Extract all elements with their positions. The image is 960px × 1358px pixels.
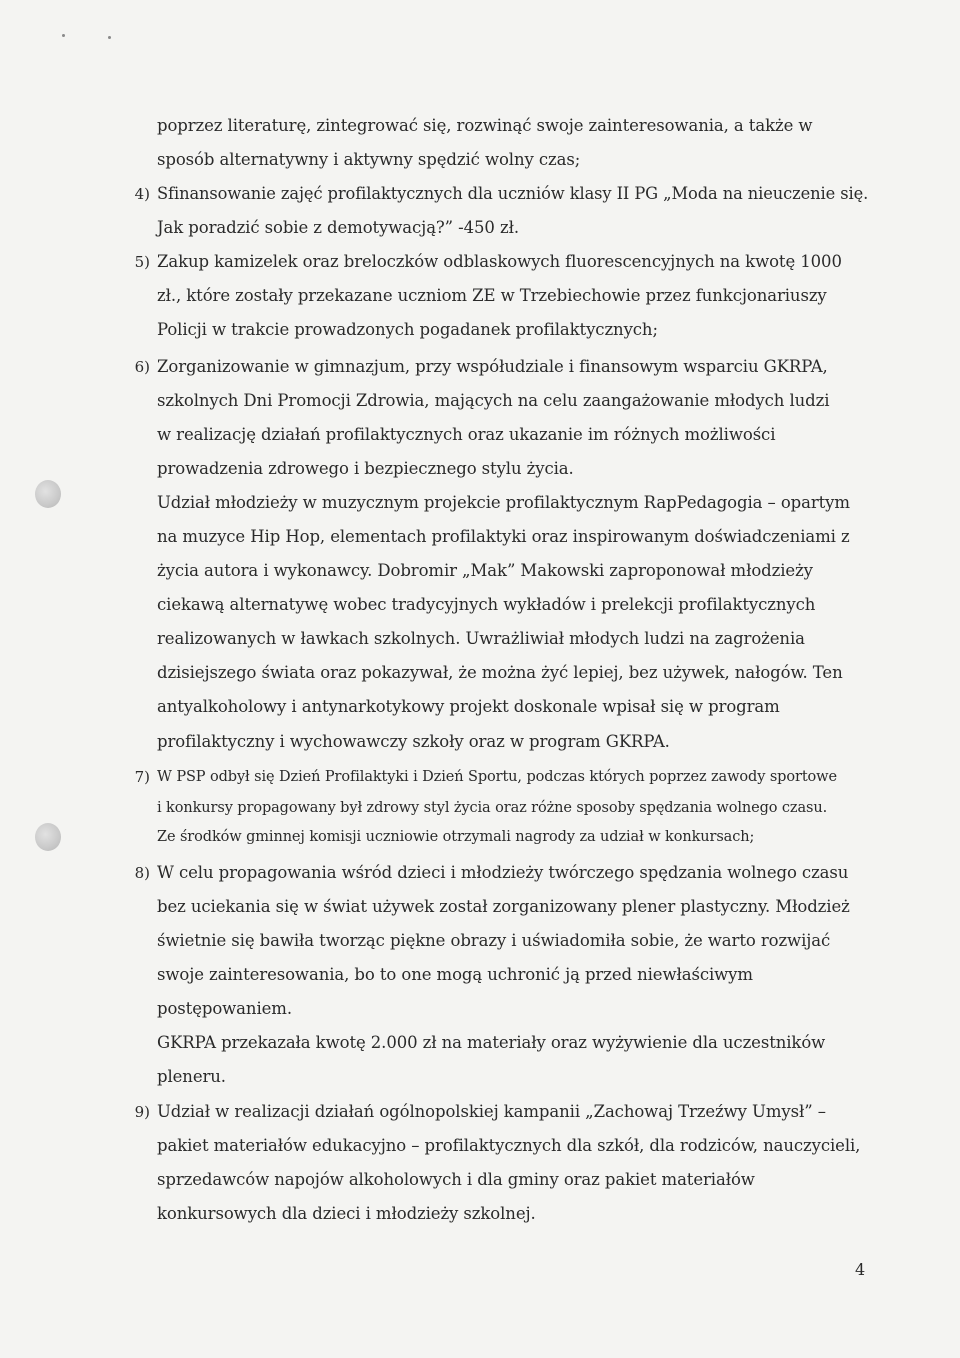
text-line: postępowaniem. <box>157 999 292 1018</box>
punch-hole-icon <box>35 823 61 851</box>
punch-hole-icon <box>35 480 61 508</box>
text-line: Udział młodzieży w muzycznym projekcie profilaktycznym RapPedagogia – opartym <box>157 493 850 512</box>
text-line: konkursowych dla dzieci i młodzieży szkolnej. <box>157 1204 536 1223</box>
text-line: na muzyce Hip Hop, elementach profilaktyki oraz inspirowanym doświadczeniami z <box>157 527 850 546</box>
text-line: realizowanych w ławkach szkolnych. Uwrażliwiał młodych ludzi na zagrożenia <box>157 629 805 648</box>
item-number: 6) <box>134 358 150 376</box>
text-line: sposób alternatywny i aktywny spędzić wolny czas; <box>157 150 581 169</box>
text-line: Zakup kamizelek oraz breloczków odblaskowych fluorescencyjnych na kwotę 1000 <box>157 252 842 271</box>
page-number: 4 <box>855 1260 866 1279</box>
text-line: W PSP odbył się Dzień Profilaktyki i Dzień Sportu, podczas których poprzez zawody sportowe <box>157 769 837 785</box>
text-line: prowadzenia zdrowego i bezpiecznego stylu życia. <box>157 459 574 478</box>
text-line: zł., które zostały przekazane uczniom ZE w Trzebiechowie przez funkcjonariuszy <box>157 286 827 305</box>
text-line: pakiet materiałów edukacyjno – profilaktycznych dla szkół, dla rodziców, nauczycieli, <box>157 1136 861 1155</box>
text-line: GKRPA przekazała kwotę 2.000 zł na materiały oraz wyżywienie dla uczestników <box>157 1033 826 1052</box>
item-number: 4) <box>134 185 150 203</box>
text-line: antyalkoholowy i antynarkotykowy projekt doskonale wpisał się w program <box>157 697 780 716</box>
text-line: W celu propagowania wśród dzieci i młodzieży twórczego spędzania wolnego czasu <box>157 863 849 882</box>
scan-speck <box>108 36 111 39</box>
text-line: świetnie się bawiła tworząc piękne obrazy i uświadomiła sobie, że warto rozwijać <box>157 931 831 950</box>
text-line: w realizację działań profilaktycznych oraz ukazanie im różnych możliwości <box>157 425 776 444</box>
scan-speck <box>62 34 65 37</box>
text-line: dzisiejszego świata oraz pokazywał, że można żyć lepiej, bez używek, nałogów. Ten <box>157 663 843 682</box>
item-number: 8) <box>134 864 150 882</box>
text-line: szkolnych Dni Promocji Zdrowia, mających na celu zaangażowanie młodych ludzi <box>157 391 830 410</box>
text-line: pleneru. <box>157 1067 226 1086</box>
text-line: Policji w trakcie prowadzonych pogadanek profilaktycznych; <box>157 320 658 339</box>
item-number: 5) <box>134 253 150 271</box>
text-line: Udział w realizacji działań ogólnopolskiej kampanii „Zachowaj Trzeźwy Umysł” – <box>157 1102 826 1121</box>
text-line: Ze środków gminnej komisji uczniowie otrzymali nagrody za udział w konkursach; <box>157 829 755 845</box>
item-number: 7) <box>134 768 150 786</box>
text-line: Sfinansowanie zajęć profilaktycznych dla uczniów klasy II PG „Moda na nieuczenie się. <box>157 184 869 203</box>
text-line: ciekawą alternatywę wobec tradycyjnych wykładów i prelekcji profilaktycznych <box>157 595 816 614</box>
text-line: sprzedawców napojów alkoholowych i dla gminy oraz pakiet materiałów <box>157 1170 755 1189</box>
text-line: poprzez literaturę, zintegrować się, rozwinąć swoje zainteresowania, a także w <box>157 116 813 135</box>
text-line: swoje zainteresowania, bo to one mogą uchronić ją przed niewłaściwym <box>157 965 753 984</box>
text-line: bez uciekania się w świat używek został zorganizowany plener plastyczny. Młodzież <box>157 897 850 916</box>
text-line: Zorganizowanie w gimnazjum, przy współudziale i finansowym wsparciu GKRPA, <box>157 357 828 376</box>
text-line: Jak poradzić sobie z demotywacją?” -450 zł. <box>157 218 519 237</box>
item-number: 9) <box>134 1103 150 1121</box>
text-line: i konkursy propagowany był zdrowy styl życia oraz różne sposoby spędzania wolnego czasu. <box>157 800 828 816</box>
text-line: życia autora i wykonawcy. Dobromir „Mak” Makowski zaproponował młodzieży <box>157 561 813 580</box>
text-line: profilaktyczny i wychowawczy szkoły oraz w program GKRPA. <box>157 732 670 751</box>
